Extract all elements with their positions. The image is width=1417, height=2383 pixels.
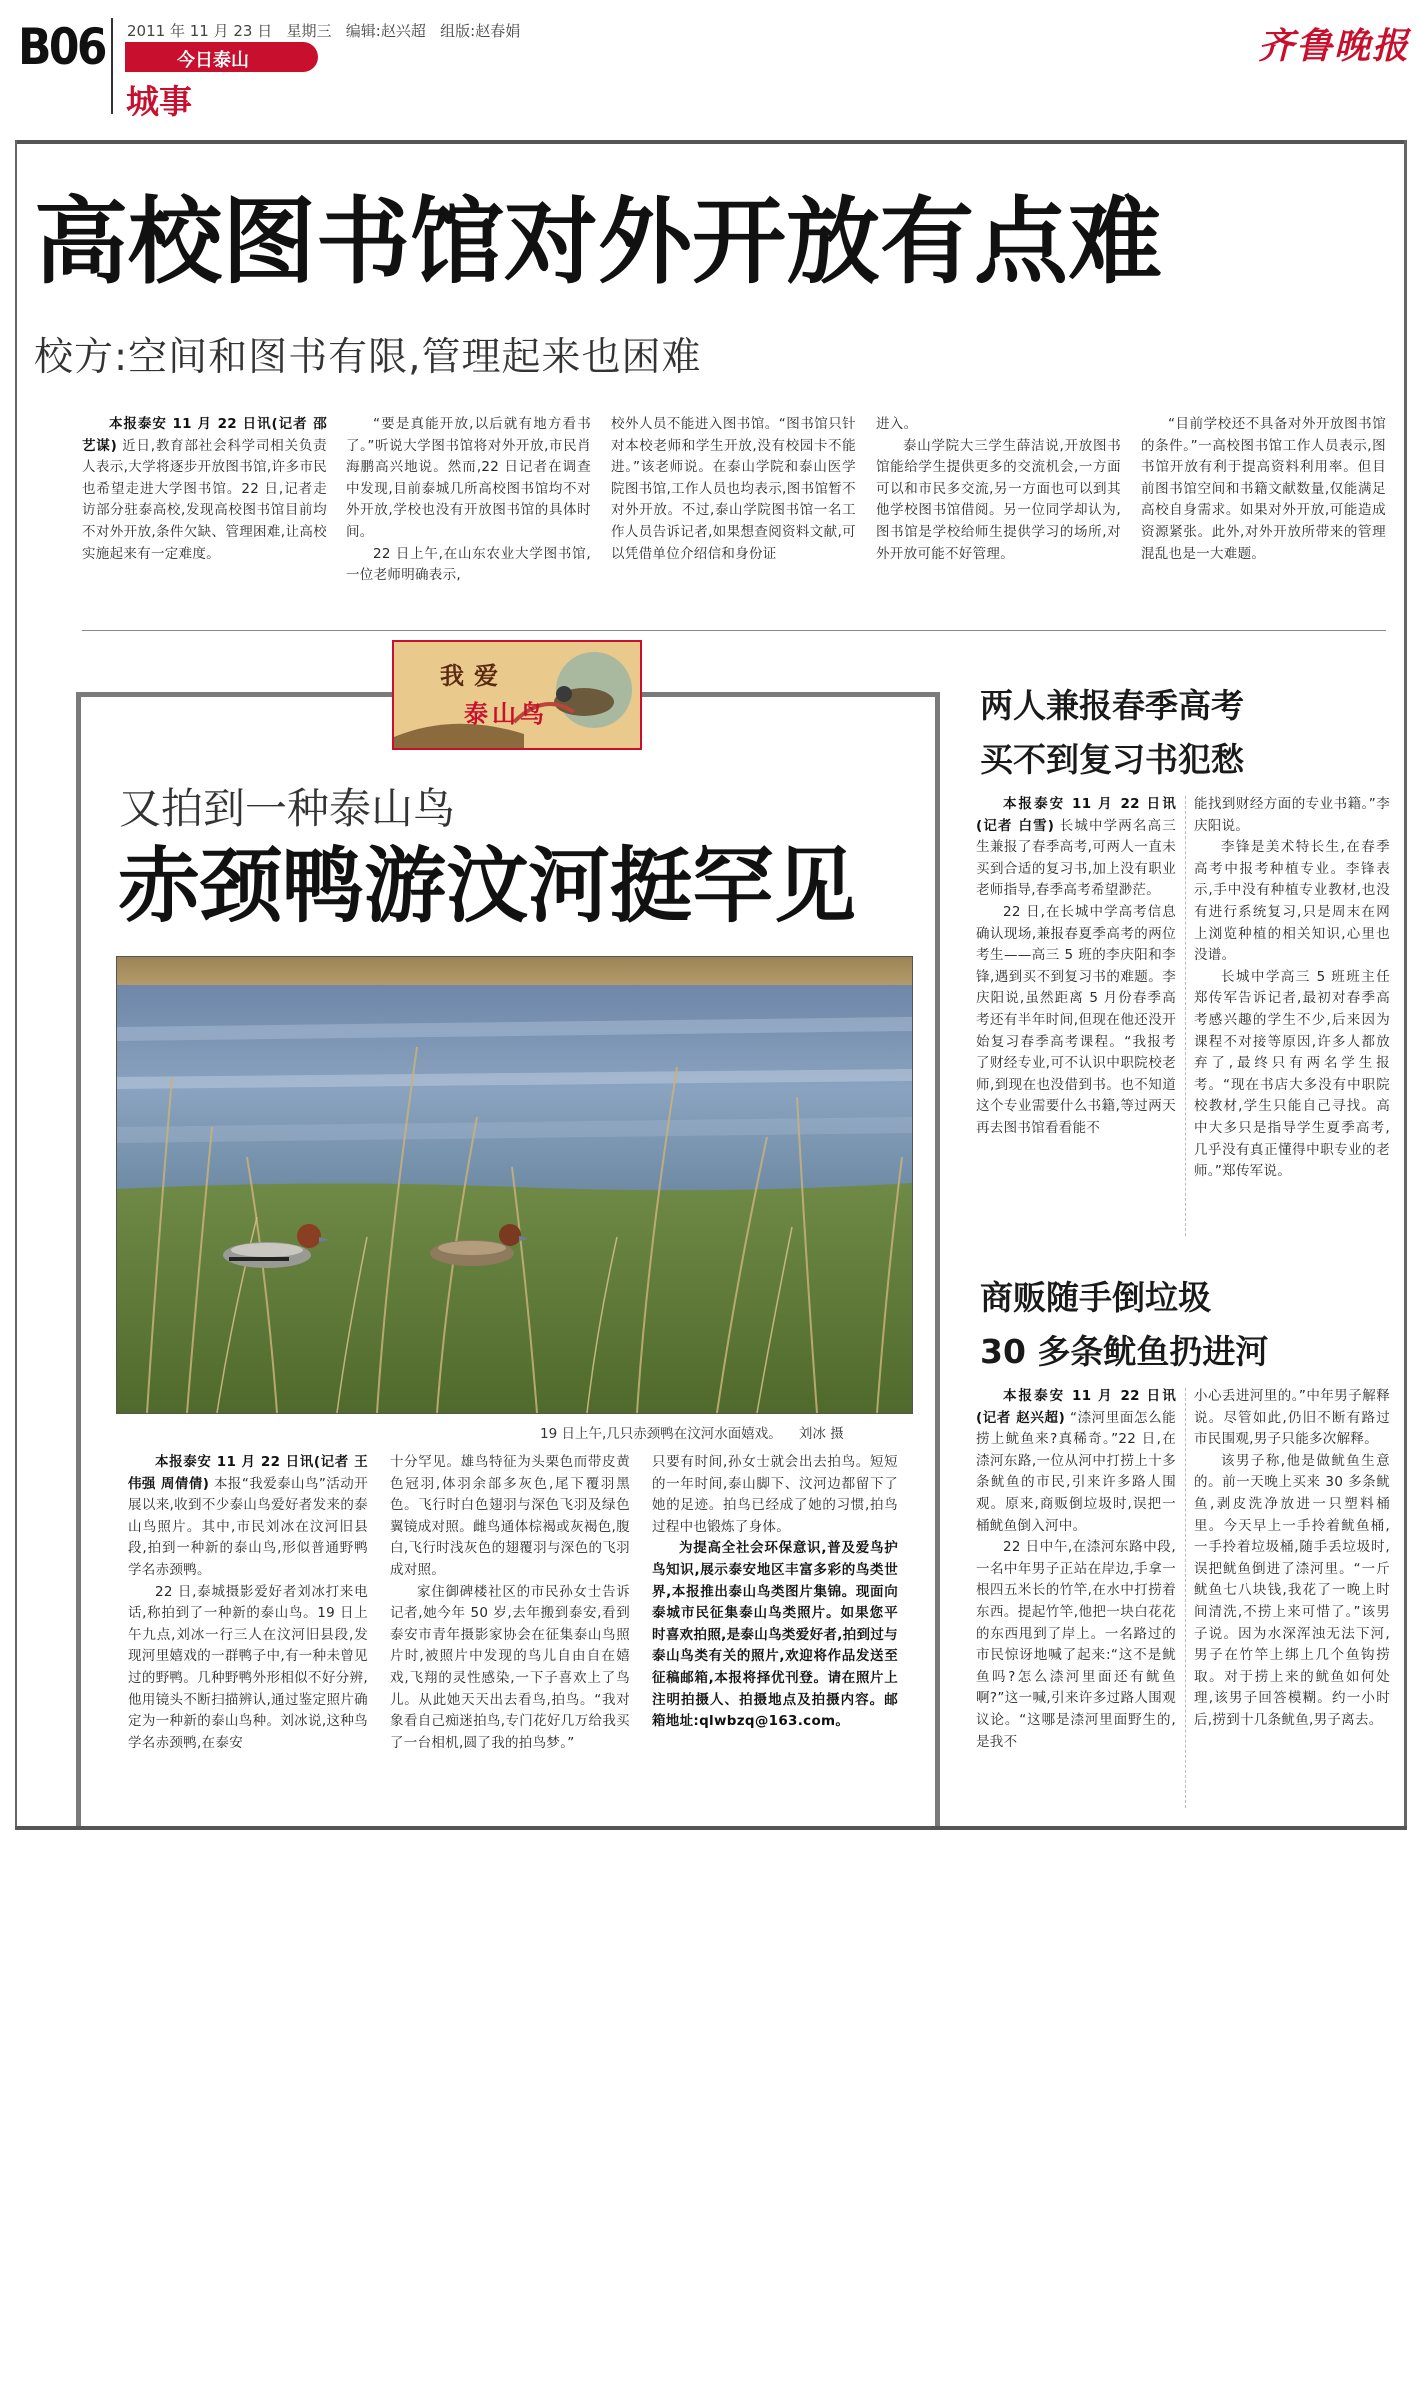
exam-col1-text1: 长城中学两名高三生兼报了春季高考,可两人一直未买到合适的复习书,加上没有职业老师指导,春季高考希望渺茫。 xyxy=(976,817,1176,899)
left-frame xyxy=(15,140,17,1828)
right-frame xyxy=(1404,140,1407,1828)
bird-col2-p1: 十分罕见。雄鸟特征为头栗色而带皮黄色冠羽,体羽余部多灰色,尾下覆羽黑色。飞行时白色翅羽与深色飞羽及绿色翼镜成对照。雌鸟通体棕褐或灰褐色,腹白,飞行时浅灰色的翅覆羽与深色的飞羽成对照。 xyxy=(390,1454,630,1578)
lead-col2-p1: “要是真能开放,以后就有地方看书了。”听说大学图书馆将对外开放,市民肖海鹏高兴地说。然而,22 日记者在调查中发现,目前泰城几所高校图书馆均不对外开放,学校也没有开放图书馆的具体时间。 xyxy=(346,416,591,540)
exam-headline-2: 买不到复习书犯愁 xyxy=(980,740,1244,779)
trash-col2-p2: 该男子称,他是做鱿鱼生意的。前一天晚上买来 30 多条鱿鱼,剥皮洗净放进一只塑料桶里。今天早上一手拎着鱿鱼桶,一手拎着垃圾桶,随手丢垃圾时,误把鱿鱼倒进了渿河里。“一斤鱿鱼七八块钱,我花了一晚上时间清洗,不捞上来可惜了。”该男子说。因为水深浑浊无法下河,男子在竹竿上绑上几个鱼钩捞取。对于捞上来的鱿鱼如何处理,该男子回答模糊。约一小时后,捞到十几条鱿鱼,男子离去。 xyxy=(1194,1452,1390,1728)
trash-col-2 xyxy=(1194,1386,1390,1820)
trash-headline-2: 30 多条鱿鱼扔进河 xyxy=(980,1332,1269,1371)
exam-col-2 xyxy=(1194,794,1390,1244)
exam-col1-p2: 22 日,在长城中学高考信息确认现场,兼报春夏季高考的两位考生——高三 5 班的李庆阳和李锋,遇到买不到复习书的难题。李庆阳说,虽然距离 5 月份春季高考还有半年时间,但现在他还没开始复习春季高考课程。“我报考了财经专业,可不认识中职院校老师,到现在也没借到书。也不知道这个专业需要什么书籍,等过两天再去图书馆看看能不 xyxy=(976,903,1176,1136)
lead-col5-p1: “目前学校还不具备对外开放图书馆的条件。”一高校图书馆工作人员表示,图书馆开放有利于提高资料利用率。但目前图书馆空间和书籍文献数量,仅能满足高校自身需求。如果对外开放,可能造成资源紧张。此外,对外开放所带来的管理混乱也是一大难题。 xyxy=(1141,416,1386,562)
trash-col2-p1: 小心丢进河里的。”中年男子解释说。尽管如此,仍旧不断有路过市民围观,男子只能多次解释。 xyxy=(1194,1388,1390,1448)
lead-col-4 xyxy=(876,414,1121,604)
bird-col1-text1: 本报“我爱泰山鸟”活动开展以来,收到不少泰山鸟爱好者发来的泰山鸟照片。其中,市民刘冰在汶河旧县段,拍到一种新的泰山鸟,形似普通野鸭学名赤颈鸭。 xyxy=(128,1475,368,1578)
bird-photo-caption: 19 日上午,几只赤颈鸭在汶河水面嬉戏。 刘冰 摄 xyxy=(540,1426,844,1442)
lead-subhead: 校方:空间和图书有限,管理起来也困难 xyxy=(34,335,702,380)
exam-col2-p1: 能找到财经方面的专业书籍。”李庆阳说。 xyxy=(1194,796,1390,834)
bird-col-1 xyxy=(128,1452,368,1822)
exam-col2-p3: 长城中学高三 5 班班主任郑传军告诉记者,最初对春季高考感兴趣的学生不少,后来因为课程不对接等原因,许多人都放弃了,最终只有两名学生报考。“现在书店大多没有中职院校教材,学生只能自己寻找。高中大多只是指导学生夏季高考,几乎没有真正懂得中职专业的老师。”郑传军说。 xyxy=(1194,968,1390,1180)
bird-logo-line1: 我爱 xyxy=(440,661,508,690)
exam-col-1 xyxy=(976,794,1176,1244)
paper-logo: 齐鲁晚报 xyxy=(1258,25,1411,67)
exam-headline-1: 两人兼报春季高考 xyxy=(980,686,1244,725)
lead-bottom-rule xyxy=(82,630,1386,631)
trash-col1-text1: “渿河里面怎么能捞上鱿鱼来?真稀奇。”22 日,在渿河东路,一位从河中打捞上十多条鱿鱼的市民,引来许多路人围观。原来,商贩倒垃圾时,误把一桶鱿鱼倒入河中。 xyxy=(976,1409,1176,1534)
exam-col2-p2: 李锋是美术特长生,在春季高考中报考种植专业。李锋表示,手中没有种植专业教材,也没有进行系统复习,只是周末在网上浏览种植的相关知识,心里也没谱。 xyxy=(1194,839,1390,964)
top-rule xyxy=(15,140,1407,144)
date-line: 2011 年 11 月 23 日 星期三 编辑:赵兴超 组版:赵春娟 xyxy=(127,22,521,40)
section-tag xyxy=(125,42,318,72)
masthead xyxy=(0,0,1417,125)
bird-headline: 赤颈鸭游汶河挺罕见 xyxy=(118,839,857,934)
page-number: B06 xyxy=(18,18,105,76)
trash-byline: 本报泰安 11 月 22 日讯(记者 赵兴超) xyxy=(976,1388,1176,1426)
bird-col-2 xyxy=(390,1452,630,1822)
bird-col-3 xyxy=(652,1452,898,1822)
bird-col2-p2: 家住御碑楼社区的市民孙女士告诉记者,她今年 50 岁,去年搬到泰安,看到泰安市青年摄影家协会在征集泰山鸟照片时,被照片中发现的鸟儿自由自在嬉戏,飞翔的灵性感染,一下子喜欢上了鸟儿。从此她天天出去看鸟,拍鸟。“我对象看自己痴迷拍鸟,专门花好几万给我买了一台相机,圆了我的拍鸟梦。” xyxy=(390,1583,630,1751)
trash-col-divider xyxy=(1185,1388,1186,1808)
lead-col1-text: 近日,教育部社会科学司相关负责人表示,大学将逐步开放图书馆,许多市民也希望走进大学图书馆。22 日,记者走访部分驻泰高校,发现高校图书馆目前均不对外开放,条件欠缺、管理困难,让高校实施起来有一定难度。 xyxy=(82,437,327,562)
lead-col4-p2: 泰山学院大三学生薛洁说,开放图书馆能给学生提供更多的交流机会,一方面可以和市民多交流,另一方面也可以到其他学校图书馆借阅。另一位同学却认为,图书馆是学校给师生提供学习的场所,对外开放可能不好管理。 xyxy=(876,437,1121,562)
bird-logo-line2: 泰山鸟 xyxy=(464,699,548,728)
bird-byline: 本报泰安 11 月 22 日讯(记者 王伟强 周倩倩) xyxy=(128,1454,368,1492)
bird-col3-p2: 为提高全社会环保意识,普及爱鸟护鸟知识,展示泰安地区丰富多彩的鸟类世界,本报推出泰山鸟类图片集锦。现面向泰城市民征集泰山鸟类照片。如果您平时喜欢拍照,是泰山鸟类爱好者,拍到过与泰山鸟类有关的照片,欢迎将作品发送至征稿邮箱,本报将择优刊登。请在照片上注明拍摄人、拍摄地点及拍摄内容。邮箱地址:qlwbzq@163.com。 xyxy=(652,1540,898,1730)
section-tag-text: 今日泰山 xyxy=(177,50,249,71)
bird-photo xyxy=(116,956,913,1414)
masthead-divider xyxy=(111,18,113,114)
bird-kicker: 又拍到一种泰山鸟 xyxy=(119,784,456,833)
bird-column-logo xyxy=(392,640,642,750)
bird-col3-p1: 只要有时间,孙女士就会出去拍鸟。短短的一年时间,泰山脚下、汶河边都留下了她的足迹。拍鸟已经成了她的习惯,拍鸟过程中也锻炼了身体。 xyxy=(652,1454,898,1535)
lead-col-1 xyxy=(82,414,327,604)
lead-col-5 xyxy=(1141,414,1386,604)
duck-photo-art xyxy=(117,957,912,1413)
lead-col3-p1: 校外人员不能进入图书馆。“图书馆只针对本校老师和学生开放,没有校园卡不能进。”该老师说。在泰山学院和泰山医学院图书馆,工作人员也均表示,图书馆暂不对外开放。不过,泰山学院图书馆一名工作人员告诉记者,如果想查阅资料文献,可以凭借单位介绍信和身份证 xyxy=(611,416,856,562)
lead-headline: 高校图书馆对外开放有点难 xyxy=(34,188,1163,297)
lead-col4-p1: 进入。 xyxy=(876,416,918,432)
trash-headline-1: 商贩随手倒垃圾 xyxy=(980,1278,1211,1317)
exam-byline: 本报泰安 11 月 22 日讯(记者 白雪) xyxy=(976,796,1176,834)
lead-col-3 xyxy=(611,414,856,604)
bird-col1-p2: 22 日,泰城摄影爱好者刘冰打来电话,称拍到了一种新的泰山鸟。19 日上午九点,刘冰一行三人在汶河旧县段,发现河里嬉戏的一群鸭子中,有一种未曾见过的野鸭。几种野鸭外形相似不好分辨,他用镜头不断扫描辨认,通过鉴定照片确定为一种新的泰山鸟种。刘冰说,这种鸟学名赤颈鸭,在泰安 xyxy=(128,1583,368,1751)
section-name: 城事 xyxy=(126,82,192,121)
bottom-rule xyxy=(15,1826,1407,1830)
exam-col-divider xyxy=(1185,796,1186,1236)
lead-byline: 本报泰安 11 月 22 日讯(记者 邵艺谋) xyxy=(82,416,327,454)
trash-col1-p2: 22 日中午,在渿河东路中段,一名中年男子正站在岸边,手拿一根四五米长的竹竿,在水中打捞着东西。提起竹竿,他把一块白花花的东西甩到了岸上。一名路过的市民惊讶地喊了起来:“这不是鱿鱼吗?怎么渿河里面还有鱿鱼啊?”这一喊,引来许多过路人围观议论。“这哪是渿河里面野生的,是我不 xyxy=(976,1539,1176,1750)
lead-col-2 xyxy=(346,414,591,604)
lead-col2-p2: 22 日上午,在山东农业大学图书馆,一位老师明确表示, xyxy=(346,545,591,584)
trash-col-1 xyxy=(976,1386,1176,1820)
